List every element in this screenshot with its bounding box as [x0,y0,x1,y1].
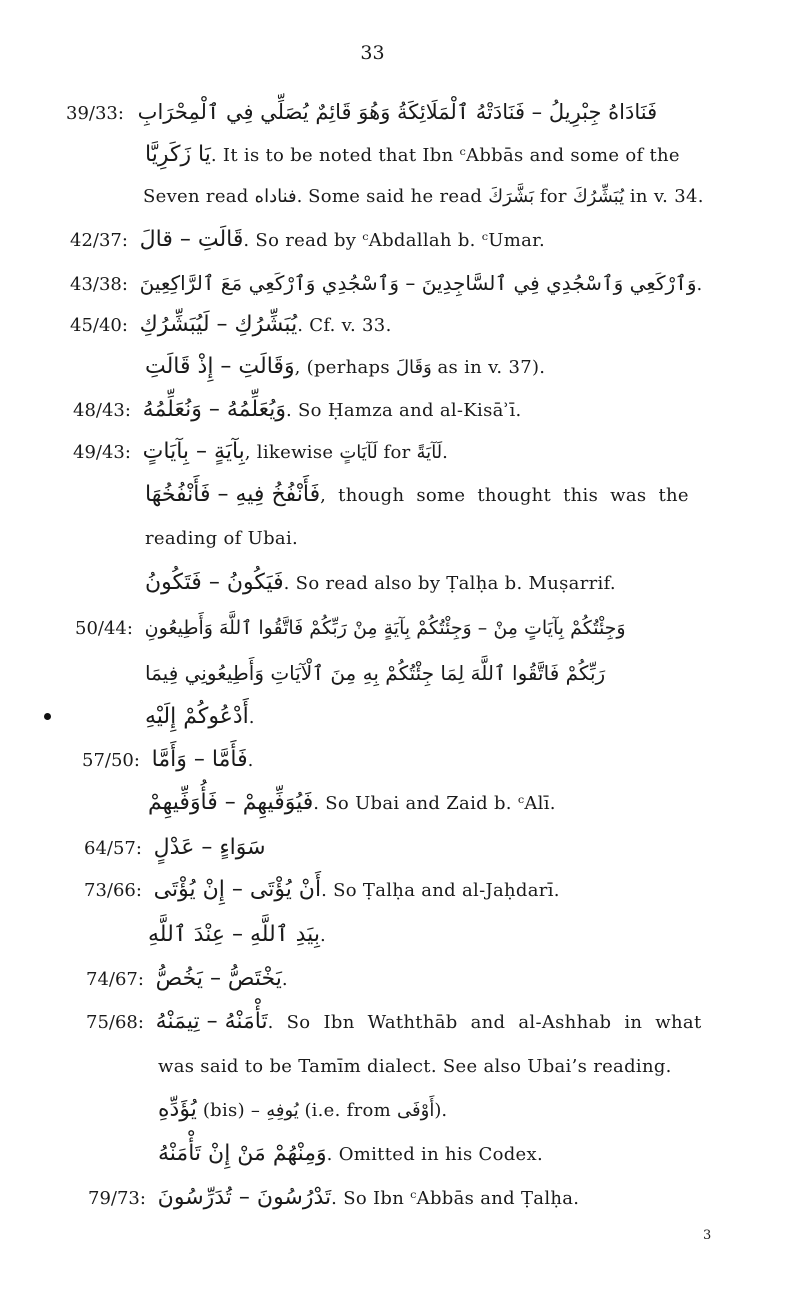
page-number: 33 [360,42,385,64]
verse-ref: 74/67: [86,969,144,990]
entry-line [143,182,704,212]
verse-ref: 39/33: [66,103,124,124]
commentary-text: reading of Ubai. [145,528,299,549]
commentary-text: was said to be Tamīm dialect. See also Ubai’s reading. [158,1056,672,1077]
entry-line [145,140,680,171]
commentary-text: . So Ubai and Zaid b. ᶜAlī. [313,793,556,814]
commentary-text: , though some thought this was the [320,485,689,506]
verse-ref: 79/73: [88,1188,146,1209]
entry-line [158,1095,447,1126]
commentary-text: . [319,925,326,946]
arabic-text: يَخْتَصُّ – يَخُصُّ [155,966,282,991]
commentary-text: . [696,274,703,295]
entry-line [145,658,605,690]
entry-line [70,225,545,256]
entry-line [148,920,326,951]
entry-line [88,1183,579,1214]
commentary-text: . [247,750,254,771]
entry-line [145,568,616,599]
arabic-text: يَا زَكَرِيَّا [145,142,211,167]
signature-mark: 3 [703,1228,712,1243]
verse-ref: 43/38: [70,274,128,295]
entry-line [145,702,255,733]
entry-line [84,833,266,864]
arabic-text: فَنَادَاهُ جِبْرِيلُ – فَنَادَتْهُ ٱلْمَلَائِكَةُ وَهُوَ قَائِمٌ يُصَلِّي فِي ٱلْمِحْرَابِ [137,100,658,124]
entry-line [84,875,560,906]
arabic-text: وَجِئْتُكُمْ بِآيَاتٍ مِنْ – وَجِئْتُكُمْ بِآيَةٍ مِنْ رَبِّكُمْ فَاتَّقُوا ٱللَّهَ وَأَطِيعُونِ [144,617,626,639]
arabic-text: وَقَالَتِ – إِذْ قَالَتِ [145,354,295,379]
verse-ref: 48/43: [73,400,131,421]
entry-line [145,480,705,511]
entry-line [82,745,254,776]
entry-line [73,437,448,468]
entry-line [73,395,522,426]
arabic-text: يُبَشِّرُكِ – لَيُبَشِّرُكِ [139,312,298,337]
arabic-text: فَيُوَفِّيهِمْ – فَأُوَفِّيهِمْ [148,790,314,815]
entry-line [158,1139,543,1170]
arabic-text: تَأْمَنْهُ – تِيمَنْهُ [155,1009,268,1034]
arabic-text: أَنْ يُؤْتَى – إِنْ يُؤْتَى [153,877,322,902]
entry-line [66,97,657,129]
stray-mark [44,713,51,720]
verse-ref: 49/43: [73,442,131,463]
arabic-text: فَأَمَّا – وَأَمَّا [151,747,248,772]
commentary-text: . So Ibn Waththāb and al-Ashhab in what [267,1012,702,1033]
verse-ref: 45/40: [70,315,128,336]
verse-ref: 73/66: [84,880,142,901]
commentary-text: . [248,707,255,728]
verse-ref: 57/50: [82,750,140,771]
arabic-text: فَيَكُونُ – فَتَكُونُ [145,570,284,595]
commentary-text: . So Ibn ᶜAbbās and Ṭalḥa. [331,1188,580,1209]
commentary-text: . It is to be noted that Ibn ᶜAbbās and some of the [210,145,680,166]
commentary-text: . Cf. v. 33. [297,315,392,336]
arabic-text: أَدْعُوكُمْ إِلَيْهِ [145,704,249,729]
arabic-text: سَوَاءٍ – عَدْلٍ [153,835,266,860]
commentary-text: . Omitted in his Codex. [326,1144,543,1165]
entry-line [70,268,703,300]
entry-line [145,352,545,383]
commentary-text: (bis) – يُوفِهِ (i.e. from أَوْفَى). [196,1100,448,1121]
arabic-text: بِيَدِ ٱللَّهِ – عِنْدَ ٱللَّهِ [148,922,320,947]
arabic-text: تَدْرُسُونَ – تُدَرِّسُونَ [157,1185,332,1210]
arabic-text: وَمِنْهُمْ مَنْ إِنْ تَأْمَنْهُ [158,1141,327,1166]
entry-line [86,964,288,995]
verse-ref: 42/37: [70,230,128,251]
commentary-text: . So read also by Ṭalḥa b. Muṣarrif. [283,573,616,594]
verse-ref: 75/68: [86,1012,144,1033]
entry-line [86,1007,712,1038]
entry-line [148,788,556,819]
commentary-text: Seven read فناداه. Some said he read بَشَّرَكَ for يُبَشِّرُكَ in v. 34. [143,186,704,207]
entry-line [158,1052,672,1082]
arabic-text: بِآيَةٍ – بِآيَاتٍ [142,439,245,464]
entry-line [145,524,298,554]
commentary-text: . So Ḥamza and al-Kisāʾī. [285,400,522,421]
arabic-text: فَأَنْفُخُ فِيهِ – فَأَنْفُخُهَا [145,482,321,507]
arabic-text: وَيُعَلِّمُهُ – وَنُعَلِّمُهُ [142,397,286,422]
entry-line [70,310,392,341]
commentary-text: , likewise لَآيَاتٍ for لَآيَةً. [244,442,448,463]
commentary-text: . So read by ᶜAbdallah b. ᶜUmar. [243,230,546,251]
commentary-text: . So Ṭalḥa and al-Jaḥdarī. [321,880,560,901]
verse-ref: 50/44: [75,618,133,639]
arabic-text: وَٱرْكَعِي وَٱسْجُدِي فِي ٱلسَّاجِدِينَ – وَٱسْجُدِي وَٱرْكَعِي مَعَ ٱلرَّاكِعِينَ [139,271,697,295]
commentary-text: , (perhaps وَقَالَ as in v. 37). [294,357,546,378]
arabic-text: يُؤَدِّهِ [158,1097,197,1122]
verse-ref: 64/57: [84,838,142,859]
arabic-text: قَالَتِ – قالَ [139,227,244,252]
commentary-text: . [281,969,288,990]
arabic-text: رَبِّكُمْ فَاتَّقُوا ٱللَّهَ لِمَا جِئْتُكُمْ بِهِ مِنَ ٱلْآيَاتِ وَأَطِيعُونِي فِيمَا [145,661,606,685]
entry-line [75,613,626,644]
